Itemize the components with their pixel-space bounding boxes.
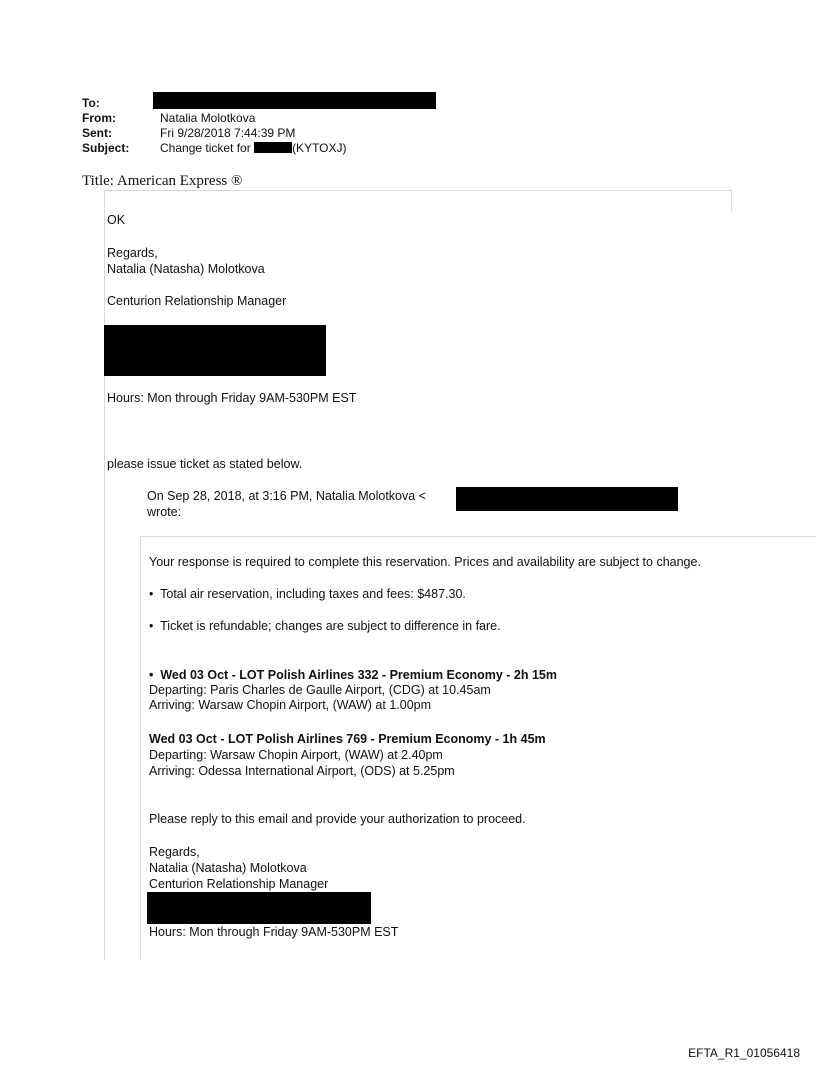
subject-suffix: (KYTOXJ) — [292, 141, 347, 155]
from-value: Natalia Molotkova — [160, 111, 256, 125]
flight-2-arriving: Arriving: Odessa International Airport, (ODS) at 5.25pm — [149, 764, 455, 778]
reply-hours: Hours: Mon through Friday 9AM-530PM EST — [107, 391, 357, 405]
quoted-response-required: Your response is required to complete this reservation. Prices and availability are subject to change. — [149, 555, 701, 569]
reply-signature-name: Natalia (Natasha) Molotkova — [107, 262, 265, 276]
quoted-reply-request: Please reply to this email and provide your authorization to proceed. — [149, 812, 526, 826]
quoted-refundable: Ticket is refundable; changes are subject to difference in fare. — [160, 619, 501, 633]
flight-1-departing: Departing: Paris Charles de Gaulle Airport, (CDG) at 10.45am — [149, 683, 491, 697]
quoted-total: Total air reservation, including taxes and fees: $487.30. — [160, 587, 466, 601]
quoted-hours: Hours: Mon through Friday 9AM-530PM EST — [149, 925, 399, 939]
document-id: EFTA_R1_01056418 — [688, 1046, 800, 1060]
quoted-signature-role: Centurion Relationship Manager — [149, 877, 329, 891]
quoted-frame-top — [140, 536, 816, 537]
subject-value — [160, 142, 347, 155]
page-title: Title: American Express ® — [82, 173, 243, 189]
redacted-reply-contact — [104, 325, 326, 376]
redacted-to-address — [153, 92, 436, 109]
quoted-intro-line2: wrote: — [147, 505, 182, 519]
flight-1-title: Wed 03 Oct - LOT Polish Airlines 332 - Premium Economy - 2h 15m — [160, 668, 557, 682]
sent-label: Sent: — [82, 126, 112, 140]
quoted-intro-line1: On Sep 28, 2018, at 3:16 PM, Natalia Molotkova < — [147, 489, 426, 503]
redacted-email-address — [456, 487, 678, 511]
flight-1-arriving: Arriving: Warsaw Chopin Airport, (WAW) at 1.00pm — [149, 698, 432, 712]
bullet-icon: • — [149, 668, 154, 682]
reply-regards: Regards, — [107, 246, 158, 260]
bullet-icon: • — [149, 619, 154, 633]
message-frame-top — [104, 190, 732, 191]
quoted-total-item — [149, 586, 466, 602]
reply-ok: OK — [107, 213, 126, 227]
quoted-regards: Regards, — [149, 845, 200, 859]
subject-label: Subject: — [82, 141, 130, 155]
quoted-refundable-item — [149, 618, 501, 634]
flight-1-title-item — [149, 667, 557, 683]
quoted-frame-left — [140, 536, 141, 960]
quoted-signature-name: Natalia (Natasha) Molotkova — [149, 861, 307, 875]
flight-2-departing: Departing: Warsaw Chopin Airport, (WAW) at 2.40pm — [149, 748, 443, 762]
flight-2-title: Wed 03 Oct - LOT Polish Airlines 769 - Premium Economy - 1h 45m — [149, 732, 546, 746]
message-frame-right — [731, 190, 732, 212]
to-label: To: — [82, 96, 100, 110]
sent-value: Fri 9/28/2018 7:44:39 PM — [160, 126, 296, 140]
reply-instruction: please issue ticket as stated below. — [107, 457, 303, 471]
from-label: From: — [82, 111, 116, 125]
message-frame-left — [104, 190, 105, 960]
redacted-subject-name — [254, 142, 292, 153]
bullet-icon: • — [149, 587, 154, 601]
redacted-quoted-contact — [147, 892, 371, 924]
reply-signature-role: Centurion Relationship Manager — [107, 294, 287, 308]
subject-prefix: Change ticket for — [160, 141, 251, 155]
